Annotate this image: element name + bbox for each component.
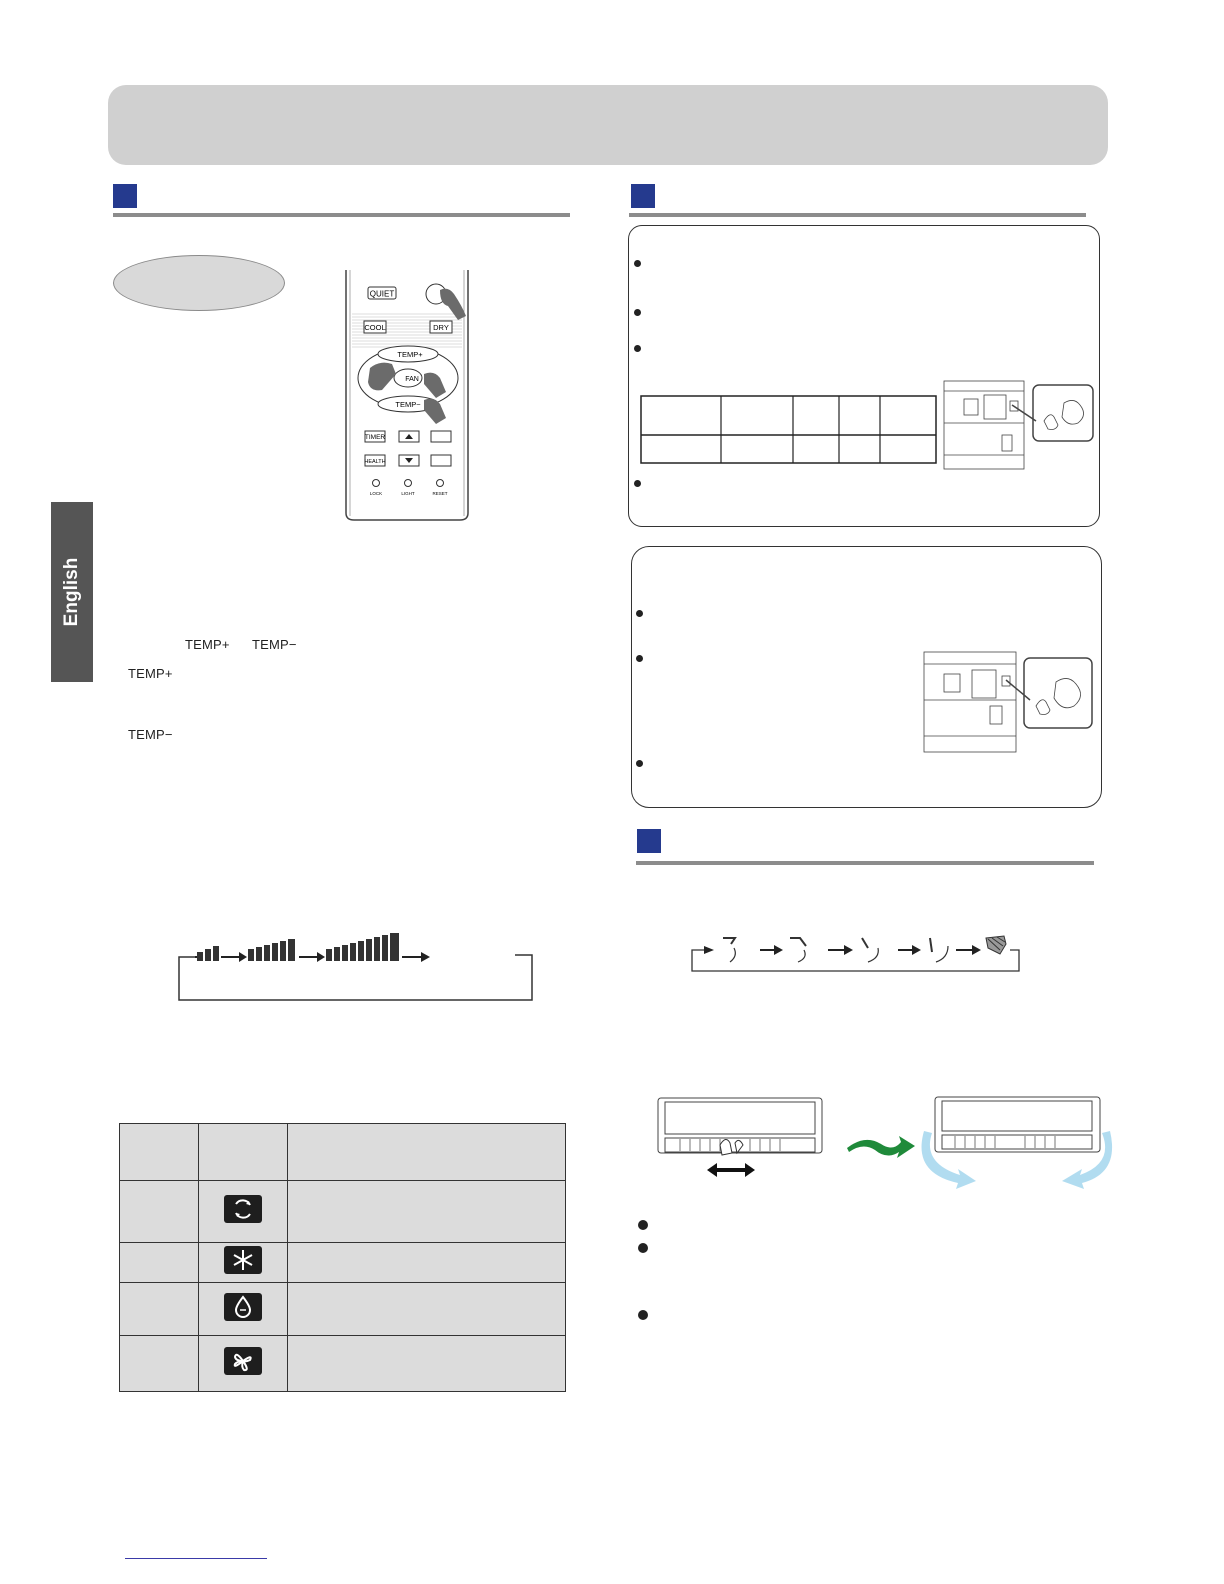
remote-reset-label: RESET bbox=[432, 491, 448, 496]
temp-minus-inline: TEMP− bbox=[252, 637, 297, 652]
remote-quiet-label: QUIET bbox=[369, 289, 395, 299]
bullet bbox=[638, 1310, 648, 1320]
table-row bbox=[120, 1181, 566, 1243]
section-marker-right-bottom bbox=[637, 829, 661, 853]
header-bar bbox=[108, 85, 1108, 165]
remote-temp-minus-label: TEMP− bbox=[395, 400, 421, 409]
auto-mode-icon bbox=[224, 1195, 262, 1223]
section-marker-right-top bbox=[631, 184, 655, 208]
info-table-small bbox=[640, 395, 938, 465]
bullet bbox=[634, 309, 641, 316]
section-rule-left bbox=[113, 213, 570, 217]
temp-minus-label: TEMP− bbox=[128, 727, 173, 742]
table-row bbox=[120, 1283, 566, 1336]
bullet bbox=[634, 260, 641, 267]
table-row bbox=[120, 1243, 566, 1283]
bullet bbox=[638, 1243, 648, 1253]
footer-link-underline[interactable] bbox=[125, 1558, 267, 1559]
bullet bbox=[636, 760, 643, 767]
louver-cycle-diagram bbox=[688, 930, 1024, 975]
cool-snowflake-icon bbox=[224, 1246, 262, 1274]
table-row bbox=[120, 1336, 566, 1392]
language-tab[interactable] bbox=[51, 502, 93, 682]
indoor-unit-manual-swing bbox=[655, 1093, 825, 1183]
temp-plus-inline: TEMP+ bbox=[185, 637, 230, 652]
mode-pill bbox=[113, 255, 285, 311]
remote-dry-label: DRY bbox=[433, 323, 449, 332]
fan-icon bbox=[224, 1347, 262, 1375]
remote-control-illustration bbox=[340, 268, 475, 524]
indoor-unit-panel-sketch-top bbox=[940, 377, 1096, 472]
language-tab-label: English bbox=[61, 557, 82, 627]
section-rule-right-top bbox=[629, 213, 1086, 217]
section-rule-right-bottom bbox=[636, 861, 1094, 865]
remote-fan-label: FAN bbox=[405, 376, 419, 383]
indoor-unit-auto-swing bbox=[920, 1093, 1115, 1193]
green-transition-arrow bbox=[845, 1130, 917, 1162]
bullet bbox=[634, 480, 641, 487]
remote-timer-label: TIMER bbox=[364, 434, 386, 441]
fan-speed-cycle-diagram bbox=[175, 930, 540, 1005]
mode-table bbox=[119, 1123, 566, 1392]
bullet bbox=[638, 1220, 648, 1230]
table-row bbox=[120, 1124, 566, 1181]
remote-light-label: LIGHT bbox=[401, 491, 415, 496]
remote-lock-label: LOCK bbox=[369, 491, 383, 496]
section-marker-left bbox=[113, 184, 137, 208]
remote-cool-label: COOL bbox=[364, 323, 386, 332]
dry-drop-icon bbox=[224, 1293, 262, 1321]
bullet bbox=[634, 345, 641, 352]
remote-health-label: HEALTH bbox=[364, 459, 386, 465]
temp-plus-label: TEMP+ bbox=[128, 666, 173, 681]
bullet bbox=[636, 610, 643, 617]
info-box-top bbox=[628, 225, 1100, 527]
bullet bbox=[636, 655, 643, 662]
remote-temp-plus-label: TEMP+ bbox=[397, 350, 423, 359]
indoor-unit-panel-sketch-middle bbox=[920, 648, 1096, 756]
